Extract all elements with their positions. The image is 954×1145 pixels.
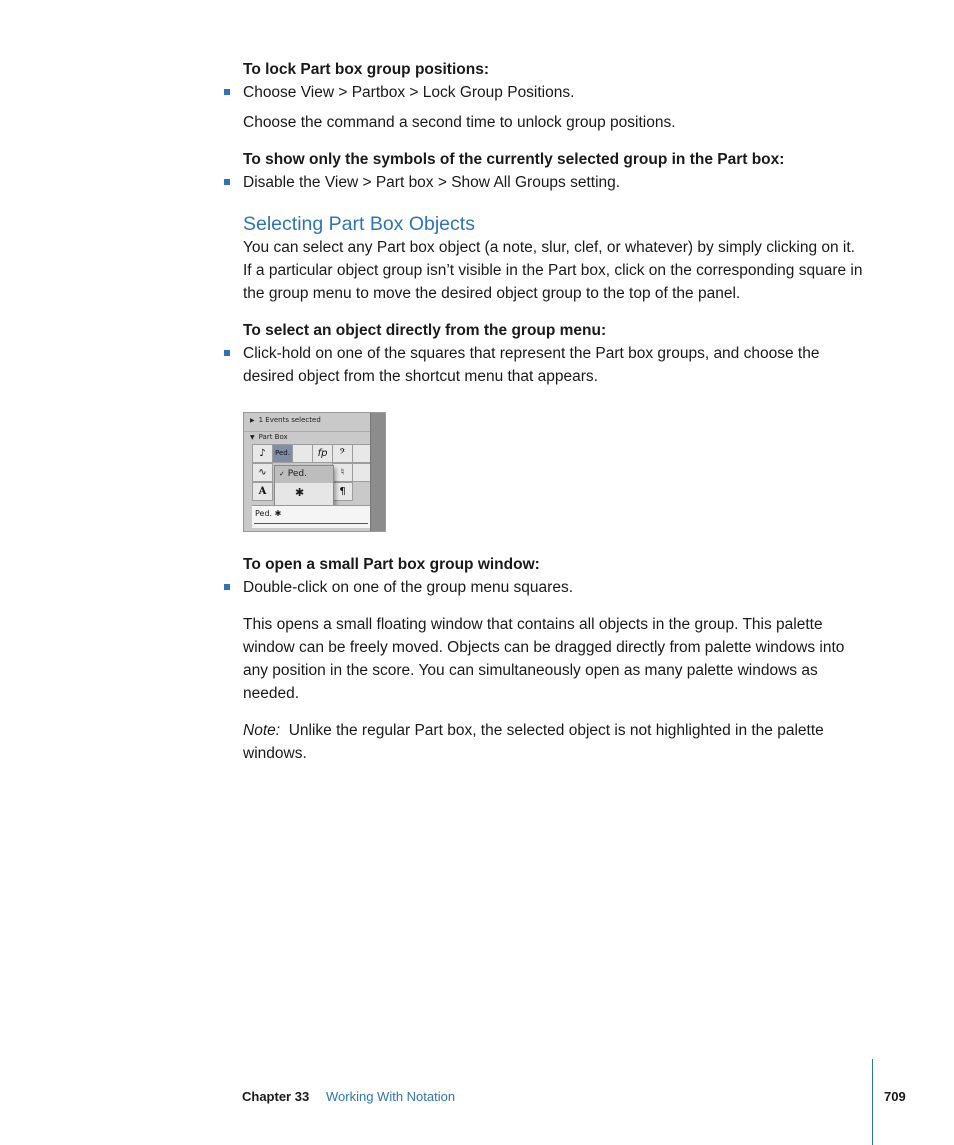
- disclosure-triangle-right-icon: ▶: [250, 417, 255, 424]
- shortcut-menu-item-label: Ped.: [287, 469, 307, 479]
- paragraph-intro: You can select any Part box object (a note, slur, clef, or whatever) by simply clicking on it. If a particular object group isn’t visible in the Part box, click on the corresponding square in the group menu to move the desired object group to the top of the panel.: [243, 239, 863, 302]
- bullet-text: Click-hold on one of the squares that represent the Part box groups, and choose the desired object from the shortcut menu that appears.: [243, 345, 820, 385]
- bullet-square-icon: [224, 584, 230, 590]
- note-text: Unlike the regular Part box, the selected object is not highlighted in the palette windows.: [243, 722, 824, 762]
- group-cell-dynamics: fp: [312, 444, 333, 463]
- group-cell-clef: 𝄢: [332, 444, 353, 463]
- part-box-label: Part Box: [258, 433, 288, 441]
- heading-lock-group-positions: To lock Part box group positions:: [243, 61, 489, 78]
- page-number: 709: [884, 1089, 906, 1104]
- staff-line: [254, 523, 368, 524]
- note-label: Note:: [243, 722, 281, 739]
- footer-chapter: Chapter 33: [242, 1089, 310, 1104]
- shortcut-menu-item-pedal-up: ✱: [295, 486, 305, 499]
- group-cell: [292, 444, 313, 463]
- shortcut-menu: [274, 465, 334, 507]
- bullet-square-icon: [224, 89, 230, 95]
- section-title: Selecting Part Box Objects: [243, 213, 475, 235]
- events-selected-label: 1 Events selected: [258, 416, 321, 424]
- bullet-text: Double-click on one of the group menu squares.: [243, 579, 574, 596]
- staff-preview: [252, 505, 370, 528]
- bullet-square-icon: [224, 350, 230, 356]
- group-cell-pilcrow: ¶: [332, 482, 353, 501]
- paragraph-palette-window: This opens a small floating window that contains all objects in the group. This palette window can be freely moved. Objects can be dragged directly from palette windows into any position in the score. You can simultaneously open as many palette windows as needed.: [243, 616, 845, 702]
- group-cell-text: A: [252, 482, 273, 501]
- heading-show-selected-group: To show only the symbols of the currently selected group in the Part box:: [243, 151, 785, 168]
- note-paragraph: [243, 719, 863, 765]
- scrollbar: [370, 413, 385, 531]
- footer-divider: [872, 1059, 873, 1145]
- heading-select-object: To select an object directly from the group menu:: [243, 322, 607, 339]
- checkmark-icon: ✓: [279, 470, 285, 478]
- bullet-square-icon: [224, 179, 230, 185]
- disclosure-triangle-down-icon: ▼: [250, 434, 255, 441]
- group-cell-accidentals: ♮: [332, 463, 353, 482]
- bullet-text: Disable the View > Part box > Show All Groups setting.: [243, 174, 621, 191]
- part-box-row: [244, 431, 370, 441]
- events-selected-row: [244, 416, 370, 424]
- group-cell-notes: ♪: [252, 444, 273, 463]
- bullet-text: Choose View > Partbox > Lock Group Positions.: [243, 84, 575, 101]
- paragraph-unlock: Choose the command a second time to unlock group positions.: [243, 114, 676, 131]
- part-box-screenshot: [243, 412, 386, 532]
- staff-preview-text: Ped. ✱: [255, 509, 282, 518]
- heading-open-group-window: To open a small Part box group window:: [243, 556, 540, 573]
- group-cell-slur: ∿: [252, 463, 273, 482]
- shortcut-menu-item-pedal: [275, 466, 333, 483]
- group-cell-pedal: Ped.: [272, 444, 293, 463]
- footer-chapter-title: Working With Notation: [326, 1089, 456, 1104]
